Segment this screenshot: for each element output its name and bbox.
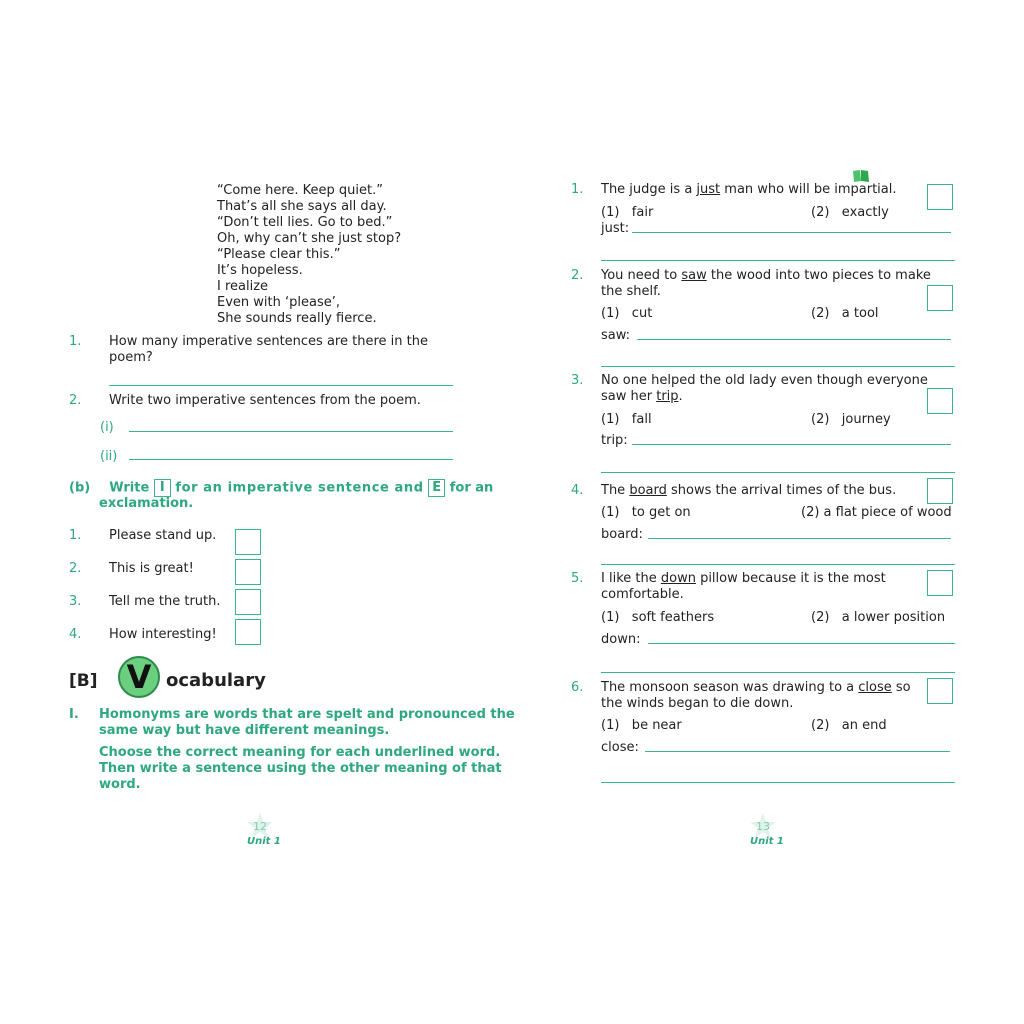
option-2: (2) exactly (811, 205, 889, 220)
item-number: 1. (571, 182, 584, 197)
sentence-part: The monsoon season was drawing to a (601, 680, 859, 695)
option-1: (1) fall (601, 412, 652, 427)
item-sentence (601, 483, 896, 499)
item-sentence (601, 268, 931, 284)
answer-line[interactable] (632, 232, 951, 233)
sentence-part: the wood into two pieces to make (706, 268, 931, 283)
sentence-label: saw: (601, 328, 631, 343)
answer-line[interactable] (648, 643, 955, 644)
write-word: Write (109, 480, 150, 496)
underlined-word: just (696, 182, 721, 197)
poem-line: “Don’t tell lies. Go to bed.” (217, 215, 393, 230)
instruction-end: for an (449, 480, 494, 496)
answer-line[interactable] (129, 459, 453, 460)
item-number: 3. (571, 373, 584, 388)
sentence-label: board: (601, 527, 643, 542)
item-sentence: No one helped the old lady even though everyone (601, 373, 928, 388)
item-sentence (601, 680, 911, 696)
option-1: (1) fair (601, 205, 654, 220)
sentence-part: man who will be impartial. (720, 182, 897, 197)
item-number: 1. (69, 528, 82, 543)
answer-box[interactable] (235, 529, 261, 555)
item-number: 6. (571, 680, 584, 695)
answer-line[interactable] (648, 538, 951, 539)
answer-line[interactable] (645, 751, 950, 752)
sentence-text: How interesting! (109, 627, 217, 642)
homonyms-text: Homonyms are words that are spelt and pronounced the (99, 707, 515, 722)
question-number: 2. (69, 393, 82, 408)
option-1: (1) cut (601, 306, 653, 321)
logo-letter: V (126, 658, 152, 696)
section-b-bracket: [B] (69, 671, 98, 691)
poem-line: That’s all she says all day. (217, 199, 387, 214)
item-number: 5. (571, 571, 584, 586)
sentence-part: so (891, 680, 911, 695)
sentence-label: trip: (601, 433, 628, 448)
book-icon (852, 169, 870, 183)
sentence-part: pillow because it is the most (695, 571, 886, 586)
underlined-word: down (660, 571, 696, 586)
option-2: (2) journey (811, 412, 891, 427)
instruction-text: word. (99, 777, 141, 792)
unit-label: Unit 1 (750, 836, 784, 847)
answer-line[interactable] (129, 431, 453, 432)
homonyms-number: I. (69, 707, 79, 722)
option-1: (1) to get on (601, 505, 691, 520)
page-number: 13 (756, 820, 770, 833)
item-number: 3. (69, 594, 82, 609)
answer-box[interactable] (235, 619, 261, 645)
sentence-part: The (601, 483, 630, 498)
answer-box[interactable] (235, 559, 261, 585)
underlined-word: trip (656, 389, 679, 404)
question-text: poem? (109, 350, 153, 365)
answer-line[interactable] (632, 444, 951, 445)
item-number: 2. (69, 561, 82, 576)
sentence-label: close: (601, 740, 639, 755)
vocabulary-heading: ocabulary (166, 670, 266, 691)
answer-line[interactable] (601, 472, 955, 473)
answer-box[interactable] (927, 184, 953, 210)
section-b-instruction-line2: exclamation. (99, 496, 194, 511)
sentence-part: I like the (601, 571, 661, 586)
homonyms-text: same way but have different meanings. (99, 723, 390, 738)
unit-label: Unit 1 (247, 836, 281, 847)
option-2: (2) an end (811, 718, 887, 733)
item-sentence-line2: comfortable. (601, 587, 684, 602)
poem-line: She sounds really fierce. (217, 311, 377, 326)
answer-box[interactable] (927, 678, 953, 704)
sentence-part: shows the arrival times of the bus. (666, 483, 897, 498)
question-number: 1. (69, 334, 82, 349)
underlined-word: close (858, 680, 892, 695)
poem-line: “Please clear this.” (217, 247, 341, 262)
item-sentence-line2: the winds began to die down. (601, 696, 794, 711)
poem-line: Oh, why can’t she just stop? (217, 231, 402, 246)
poem-line: I realize (217, 279, 269, 294)
item-number: 2. (571, 268, 584, 283)
question-text: Write two imperative sentences from the poem. (109, 393, 421, 408)
answer-box[interactable] (927, 570, 953, 596)
sentence-part: saw her (601, 389, 657, 404)
option-1: (1) soft feathers (601, 610, 715, 625)
answer-box[interactable] (927, 285, 953, 311)
sentence-text: Tell me the truth. (109, 594, 221, 609)
sub-label-i: (i) (100, 420, 114, 435)
sentence-text: Please stand up. (109, 528, 217, 543)
answer-box[interactable] (927, 478, 953, 504)
section-b-label: (b) (69, 480, 91, 496)
poem (217, 183, 401, 327)
answer-box[interactable] (927, 388, 953, 414)
poem-line: Even with ‘please’, (217, 295, 340, 310)
sentence-part: You need to (601, 268, 682, 283)
answer-line[interactable] (109, 385, 453, 386)
answer-line[interactable] (601, 672, 955, 673)
option-1: (1) be near (601, 718, 682, 733)
option-2: (2) a flat piece of wood (801, 505, 952, 520)
underlined-word: saw (681, 268, 707, 283)
item-number: 4. (69, 627, 82, 642)
answer-line[interactable] (601, 564, 955, 565)
item-sentence (601, 182, 897, 198)
instruction-text: Then write a sentence using the other meaning of that (99, 761, 502, 776)
answer-box[interactable] (235, 589, 261, 615)
item-number: 4. (571, 483, 584, 498)
vocabulary-logo (118, 656, 160, 698)
sub-label-ii: (ii) (100, 449, 118, 464)
section-b-instruction (69, 479, 494, 497)
option-2: (2) a tool (811, 306, 879, 321)
e-letter-box: E (428, 479, 445, 497)
underlined-word: board (629, 483, 667, 498)
answer-line[interactable] (601, 782, 955, 783)
instruction-middle: for an imperative sentence and (175, 480, 424, 496)
i-letter-box: I (154, 479, 171, 497)
sentence-label: just: (601, 221, 630, 236)
item-sentence-line2: the shelf. (601, 284, 661, 299)
sentence-label: down: (601, 632, 641, 647)
page-number: 12 (253, 820, 267, 833)
poem-line: It’s hopeless. (217, 263, 303, 278)
answer-line[interactable] (601, 366, 955, 367)
answer-line[interactable] (601, 260, 955, 261)
option-2: (2) a lower position (811, 610, 946, 625)
sentence-part: . (678, 389, 683, 404)
answer-line[interactable] (637, 339, 951, 340)
poem-line: “Come here. Keep quiet.” (217, 183, 383, 198)
item-sentence (601, 571, 886, 587)
sentence-text: This is great! (109, 561, 194, 576)
instruction-text: Choose the correct meaning for each underlined word. (99, 745, 501, 760)
item-sentence-line2 (601, 389, 683, 405)
sentence-part: The judge is a (601, 182, 697, 197)
question-text: How many imperative sentences are there in the (109, 334, 428, 349)
